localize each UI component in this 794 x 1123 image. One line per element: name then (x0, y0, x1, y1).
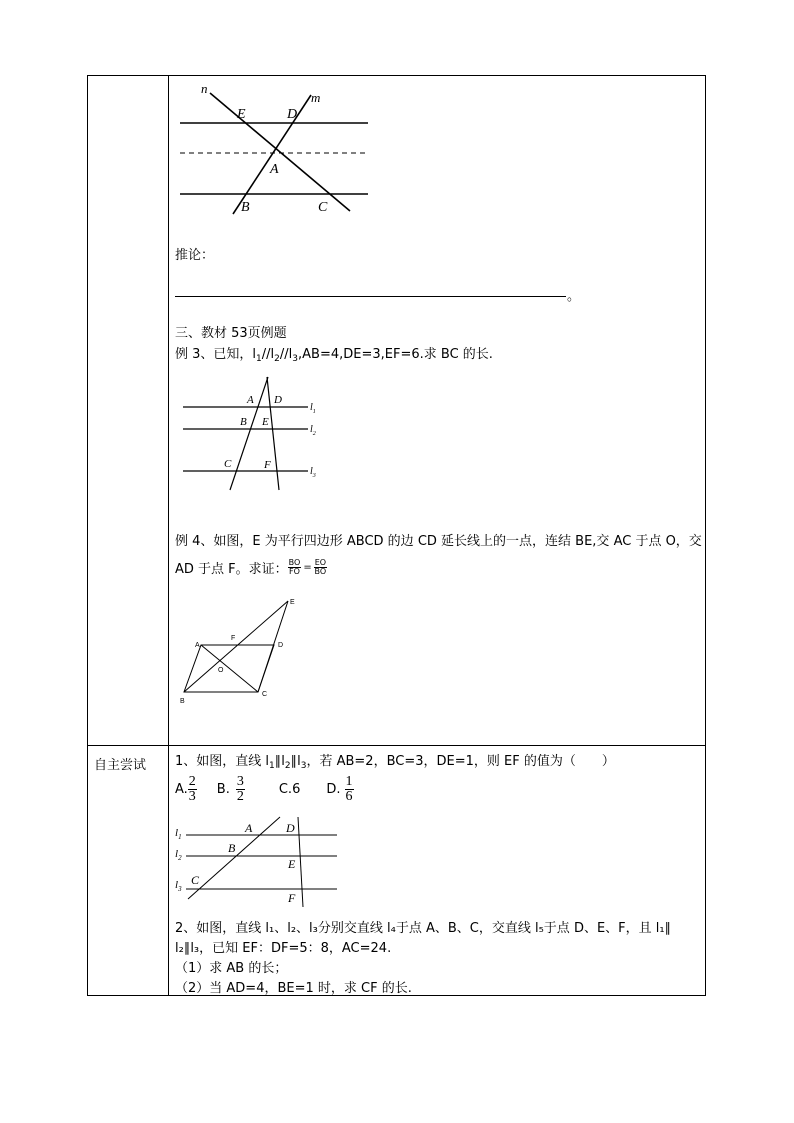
label-B: B (241, 200, 250, 215)
fig2-label-A: A (247, 394, 254, 406)
fig4-label-l3: $l_3$ (175, 879, 182, 893)
figure-parallel-lines-1 (175, 80, 375, 220)
row-header-self-try: 自主尝试 (94, 758, 147, 773)
label-m: m (311, 90, 321, 105)
label-A: A (270, 162, 279, 177)
fig4-label-E: E (288, 857, 296, 871)
question-2-part2: （2）当 AD=4，BE=1 时，求 CF 的长. (175, 981, 412, 996)
fig2-label-E: E (262, 416, 269, 428)
figure-parallel-lines-2 (178, 372, 328, 497)
fig3-label-A: A (195, 642, 200, 649)
question-2-part1: （1）求 AB 的长； (175, 961, 288, 976)
answer-blank-line (175, 296, 566, 297)
question-2-line2: l₂∥l₃，已知 EF：DF=5：8，AC=24. (175, 941, 392, 956)
figure-parallelogram (176, 593, 306, 708)
fig4-label-D: D (286, 821, 295, 835)
inference-label: 推论： (175, 248, 215, 263)
blank-end-mark: 。 (567, 289, 581, 304)
example-4-line1: 例 4、如图，E 为平行四边形 ABCD 的边 CD 延长线上的一点，连结 BE,交 AC 于点 O，交 (175, 534, 702, 549)
label-n: n (201, 81, 208, 96)
fig2-label-D: D (274, 394, 282, 406)
question-1-options: A. $\frac{2}{3}$ B. $\frac{3}{2}$ C.6 D. $\frac{1}{6}$ (175, 773, 353, 804)
fig4-label-B: B (228, 841, 236, 855)
fig3-label-B: B (180, 698, 185, 705)
example-4-line2: AD 于点 F。求证： $\frac{BO}{FO}$ = $\frac{EO}{BO}$ (175, 558, 327, 577)
question-2-line1: 2、如图，直线 l₁、l₂、l₃分别交直线 l₄于点 A、B、C，交直线 l₅于点 D、E、F，且 l₁∥ (175, 921, 672, 936)
example-3-text: 例 3、已知，$l_1//l_2//l_3,AB=4,DE=3,EF=6$.求 BC 的长. (175, 347, 493, 364)
label-D: D (287, 107, 298, 122)
row-divider (88, 745, 705, 746)
fig4-label-F: F (288, 891, 296, 905)
fig2-label-C: C (224, 458, 232, 470)
label-C: C (318, 200, 328, 215)
label-E: E (237, 107, 246, 122)
fig2-label-l2: $l_2$ (310, 424, 316, 437)
fig3-label-C: C (262, 691, 268, 698)
fig4-label-C: C (191, 873, 200, 887)
figure-parallel-lines-3 (172, 812, 342, 912)
section-3-title: 三、教材 53页例题 (175, 326, 287, 341)
question-1-text: 1、如图，直线 $l_1\parallel l_2\parallel l_3$，若 AB=2，BC=3，DE=1，则 EF 的值为（ ） (175, 754, 615, 771)
fig2-label-F: F (264, 459, 271, 471)
fig3-label-O: O (218, 667, 224, 674)
fig2-label-B: B (240, 416, 247, 428)
fig3-label-E: E (290, 599, 295, 606)
fig2-label-l1: $l_1$ (310, 402, 316, 415)
fig4-label-l2: $l_2$ (175, 848, 182, 862)
fig4-label-A: A (245, 821, 253, 835)
column-divider (168, 76, 169, 995)
fig3-label-D: D (278, 642, 284, 649)
fig2-label-l3: $l_3$ (310, 466, 316, 479)
fig4-label-l1: $l_1$ (175, 827, 182, 841)
fig3-label-F: F (231, 635, 236, 642)
